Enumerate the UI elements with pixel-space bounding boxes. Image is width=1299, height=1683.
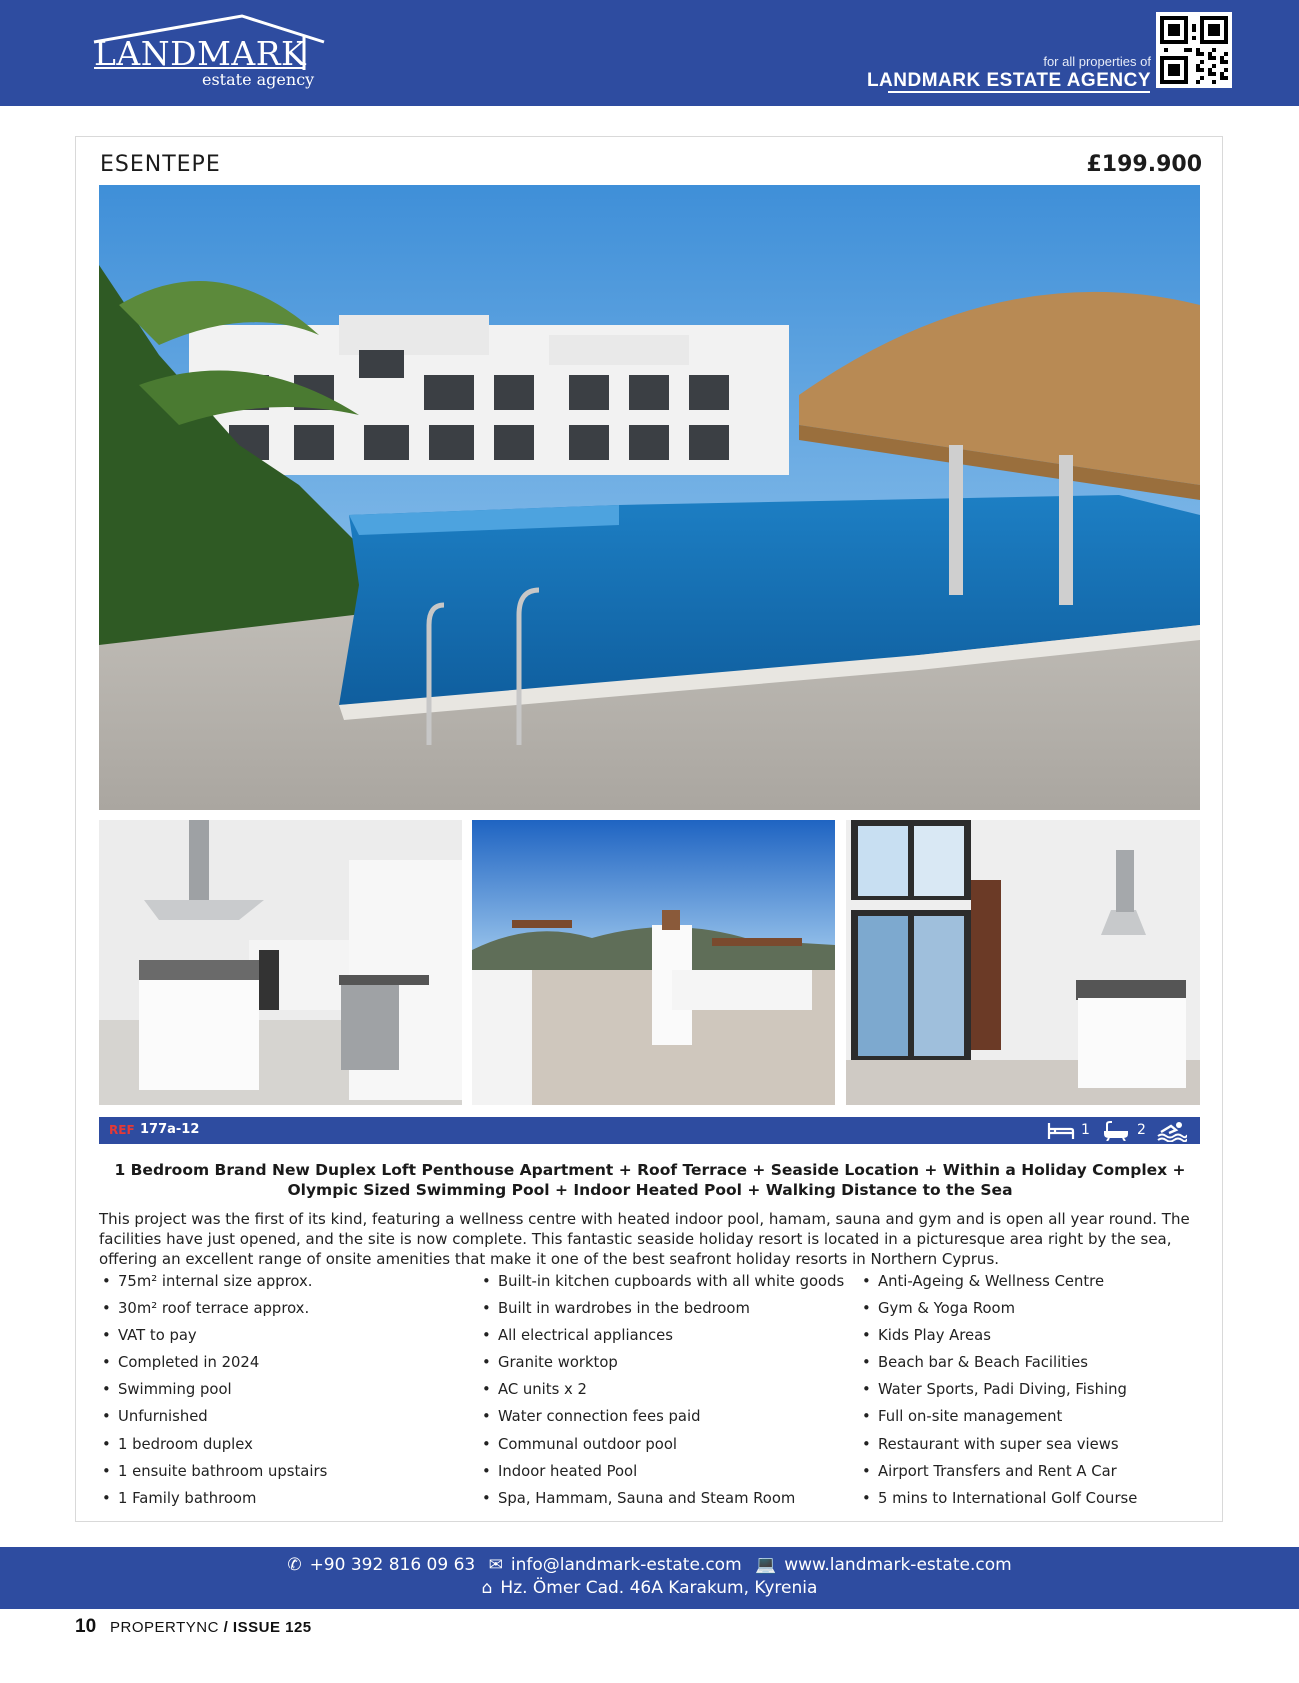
bathroom-count: 2	[1137, 1122, 1146, 1138]
feature-item: • Water Sports, Padi Diving, Fishing	[860, 1381, 1137, 1408]
feature-item: • Beach bar & Beach Facilities	[860, 1354, 1137, 1381]
ref-number: 177a-12	[140, 1122, 200, 1137]
logo-subtitle: estate agency	[202, 70, 315, 89]
feature-item: • Built in wardrobes in the bedroom	[480, 1300, 844, 1327]
feature-item: • Full on-site management	[860, 1408, 1137, 1435]
tagline-agency: LANDMARK ESTATE AGENCY	[866, 70, 1151, 91]
footer-address: Hz. Ömer Cad. 46A Karakum, Kyrenia	[500, 1578, 818, 1598]
feature-item: • Kids Play Areas	[860, 1327, 1137, 1354]
feature-item: • 1 Family bathroom	[100, 1490, 327, 1517]
issue-label: / ISSUE 125	[223, 1619, 312, 1636]
feature-item: • 30m² roof terrace approx.	[100, 1300, 327, 1327]
feature-item: • 1 bedroom duplex	[100, 1436, 327, 1463]
email-icon: ✉	[488, 1555, 503, 1575]
bedroom-count: 1	[1081, 1122, 1090, 1138]
feature-item: • Indoor heated Pool	[480, 1463, 844, 1490]
feature-item: • Swimming pool	[100, 1381, 327, 1408]
listing-location: ESENTEPE	[100, 152, 221, 177]
feature-item: • 75m² internal size approx.	[100, 1273, 327, 1300]
footer-phone[interactable]: +90 392 816 09 63	[309, 1555, 476, 1575]
feature-item: • Built-in kitchen cupboards with all white goods	[480, 1273, 844, 1300]
feature-item: • 5 mins to International Golf Course	[860, 1490, 1137, 1517]
tagline-underline	[888, 91, 1150, 93]
footer-website[interactable]: www.landmark-estate.com	[784, 1555, 1012, 1575]
magazine-name	[110, 1619, 312, 1636]
laptop-icon: 💻	[755, 1555, 777, 1575]
feature-item: • Completed in 2024	[100, 1354, 327, 1381]
feature-item: • Granite worktop	[480, 1354, 844, 1381]
ref-label: REF	[109, 1123, 135, 1137]
photo-living-area[interactable]	[846, 820, 1200, 1105]
bath-icon	[1101, 1121, 1131, 1145]
header-bar	[0, 0, 1299, 106]
pool-icon	[1157, 1120, 1187, 1146]
logo-name: LANDMARK	[94, 34, 307, 73]
location-icon: ⌂	[481, 1578, 493, 1598]
feature-item: • Airport Transfers and Rent A Car	[860, 1463, 1137, 1490]
feature-item: • Spa, Hammam, Sauna and Steam Room	[480, 1490, 844, 1517]
landmark-logo[interactable]	[92, 14, 332, 92]
feature-item: • 1 ensuite bathroom upstairs	[100, 1463, 327, 1490]
features-list-1	[100, 1273, 327, 1517]
feature-item: • Restaurant with super sea views	[860, 1436, 1137, 1463]
ref-bar	[99, 1117, 1200, 1144]
phone-icon: ✆	[287, 1555, 302, 1575]
page-number: 10	[75, 1616, 97, 1637]
bed-icon	[1047, 1121, 1075, 1145]
features-list-2	[480, 1273, 844, 1517]
listing-description: This project was the first of its kind, featuring a wellness centre with heated indoor pool, hamam, sauna and gym and is open all year round. The facilities have just opened, and the site is now complete. This fantastic seaside holiday resort is located in a picturesque area right by the sea, offering an excellent range of onsite amenities that make it one of the best seafront holiday resorts in Northern Cyprus.	[99, 1210, 1190, 1268]
feature-item: • Anti-Ageing & Wellness Centre	[860, 1273, 1137, 1300]
magazine-title: PROPERTYNC	[110, 1619, 219, 1636]
photo-kitchen[interactable]	[99, 820, 462, 1105]
photo-roof-terrace[interactable]	[472, 820, 835, 1105]
feature-item: • Gym & Yoga Room	[860, 1300, 1137, 1327]
listing-headline: 1 Bedroom Brand New Duplex Loft Penthouse Apartment + Roof Terrace + Seaside Location + Within a Holiday Complex + Olympic Sized Swimming Pool + Indoor Heated Pool + Walking Distance to the Sea	[114, 1161, 1186, 1199]
qr-code-icon[interactable]	[1156, 12, 1232, 88]
main-photo-pool[interactable]	[99, 185, 1200, 810]
features-list-3	[860, 1273, 1137, 1517]
feature-item: • VAT to pay	[100, 1327, 327, 1354]
feature-item: • Communal outdoor pool	[480, 1436, 844, 1463]
tagline-small: for all properties of	[1043, 54, 1151, 69]
feature-item: • AC units x 2	[480, 1381, 844, 1408]
feature-item: • All electrical appliances	[480, 1327, 844, 1354]
feature-item: • Water connection fees paid	[480, 1408, 844, 1435]
listing-price: £199.900	[1086, 152, 1202, 177]
feature-item: • Unfurnished	[100, 1408, 327, 1435]
footer-bar	[0, 1547, 1299, 1609]
footer-email[interactable]: info@landmark-estate.com	[510, 1555, 742, 1575]
